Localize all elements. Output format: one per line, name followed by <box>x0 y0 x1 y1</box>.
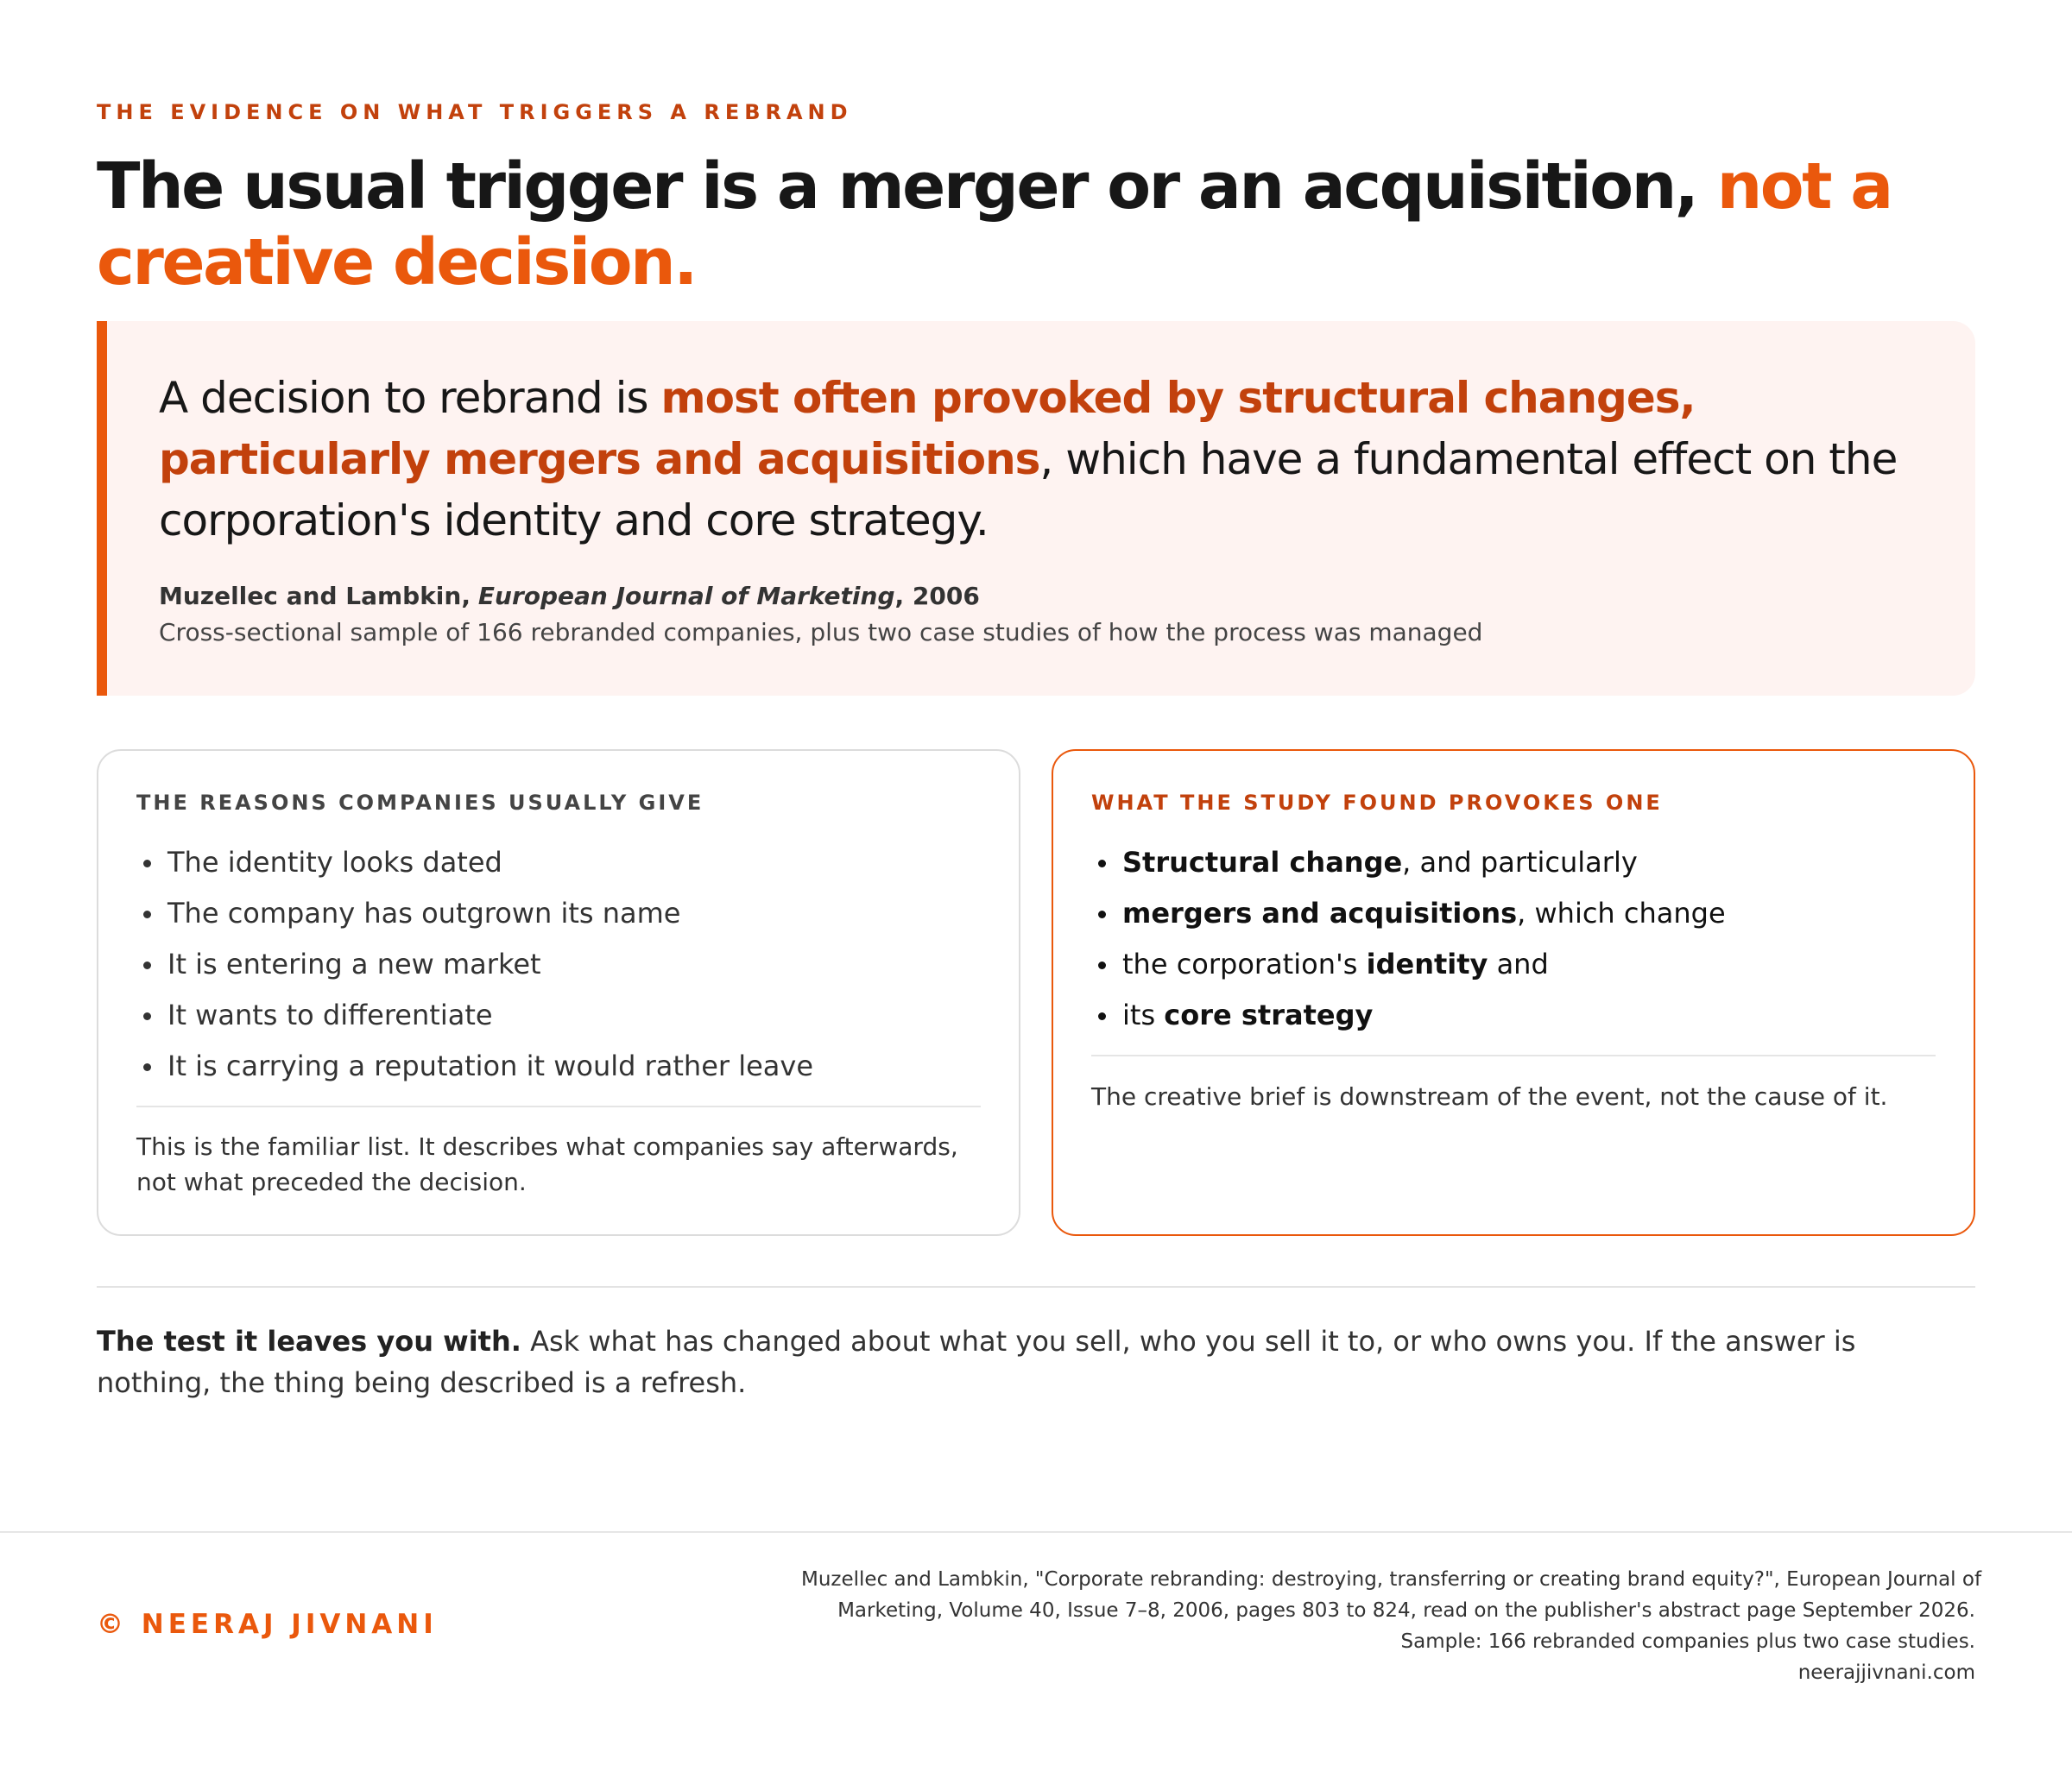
list-item: its core strategy <box>1091 990 1726 1041</box>
reasons-card <box>97 749 1020 1236</box>
list-item: It is carrying a reputation it would rather leave <box>136 1041 813 1092</box>
website-link[interactable]: neerajjivnani.com <box>1797 1661 1975 1684</box>
reference-line: Marketing, Volume 40, Issue 7–8, 2006, pages 803 to 824, read on the publisher's abstract page September 2026. <box>837 1599 1975 1622</box>
quote-text <box>159 368 1920 552</box>
list-item: It wants to differentiate <box>136 990 813 1041</box>
citation-year: , 2006 <box>894 582 980 610</box>
list-item: The identity looks dated <box>136 837 813 888</box>
findings-card-title: WHAT THE STUDY FOUND PROVOKES ONE <box>1091 791 1663 815</box>
source-reference <box>801 1564 1982 1688</box>
test-paragraph <box>97 1321 1975 1403</box>
headline-main: The usual trigger is a merger or an acquisition, <box>97 149 1717 224</box>
findings-list <box>1091 837 1726 1041</box>
list-item: Structural change, and particularly <box>1091 837 1726 888</box>
reasons-card-footnote: This is the familiar list. It describes what companies say afterwards, not what preceded the decision. <box>136 1132 958 1196</box>
card-divider <box>1091 1055 1936 1056</box>
pull-quote <box>97 321 1975 696</box>
reasons-card-title: THE REASONS COMPANIES USUALLY GIVE <box>136 791 704 815</box>
brand-mark: © NEERAJ JIVNANI <box>97 1609 438 1640</box>
eyebrow-label: THE EVIDENCE ON WHAT TRIGGERS A REBRAND <box>97 100 853 124</box>
list-item: the corporation's identity and <box>1091 939 1726 990</box>
quote-lead: A decision to rebrand is <box>159 373 661 423</box>
list-item: The company has outgrown its name <box>136 888 813 939</box>
test-body: Ask what has changed about what you sell, who you sell it to, or who owns you. If the answer is nothing, the thing being described is a refresh. <box>97 1325 1856 1399</box>
findings-card-footnote: The creative brief is downstream of the event, not the cause of it. <box>1091 1082 1888 1111</box>
quote-tail: , which have a fundamental effect on the corporation's identity and core strategy. <box>159 434 1898 545</box>
footer-divider <box>0 1531 2072 1533</box>
section-divider <box>97 1286 1975 1288</box>
citation-sample-note: Cross-sectional sample of 166 rebranded companies, plus two case studies of how the process was managed <box>159 618 1483 646</box>
list-item: mergers and acquisitions, which change <box>1091 888 1726 939</box>
citation-authors: Muzellec and Lambkin, <box>159 582 471 610</box>
headline-accent: not a creative decision. <box>97 149 1892 299</box>
card-divider <box>136 1106 981 1107</box>
headline <box>97 148 1975 300</box>
citation-journal: European Journal of Marketing <box>477 582 895 610</box>
quote-citation <box>159 582 980 610</box>
quote-highlight: most often provoked by structural changes, particularly mergers and acquisitions <box>159 373 1696 484</box>
reference-line: Muzellec and Lambkin, "Corporate rebranding: destroying, transferring or creating brand equity?", European Journal of <box>801 1568 1982 1591</box>
reasons-list <box>136 837 813 1092</box>
list-item: It is entering a new market <box>136 939 813 990</box>
reference-line: Sample: 166 rebranded companies plus two case studies. <box>1400 1630 1975 1653</box>
test-lead: The test it leaves you with. <box>97 1325 521 1358</box>
findings-card <box>1052 749 1975 1236</box>
